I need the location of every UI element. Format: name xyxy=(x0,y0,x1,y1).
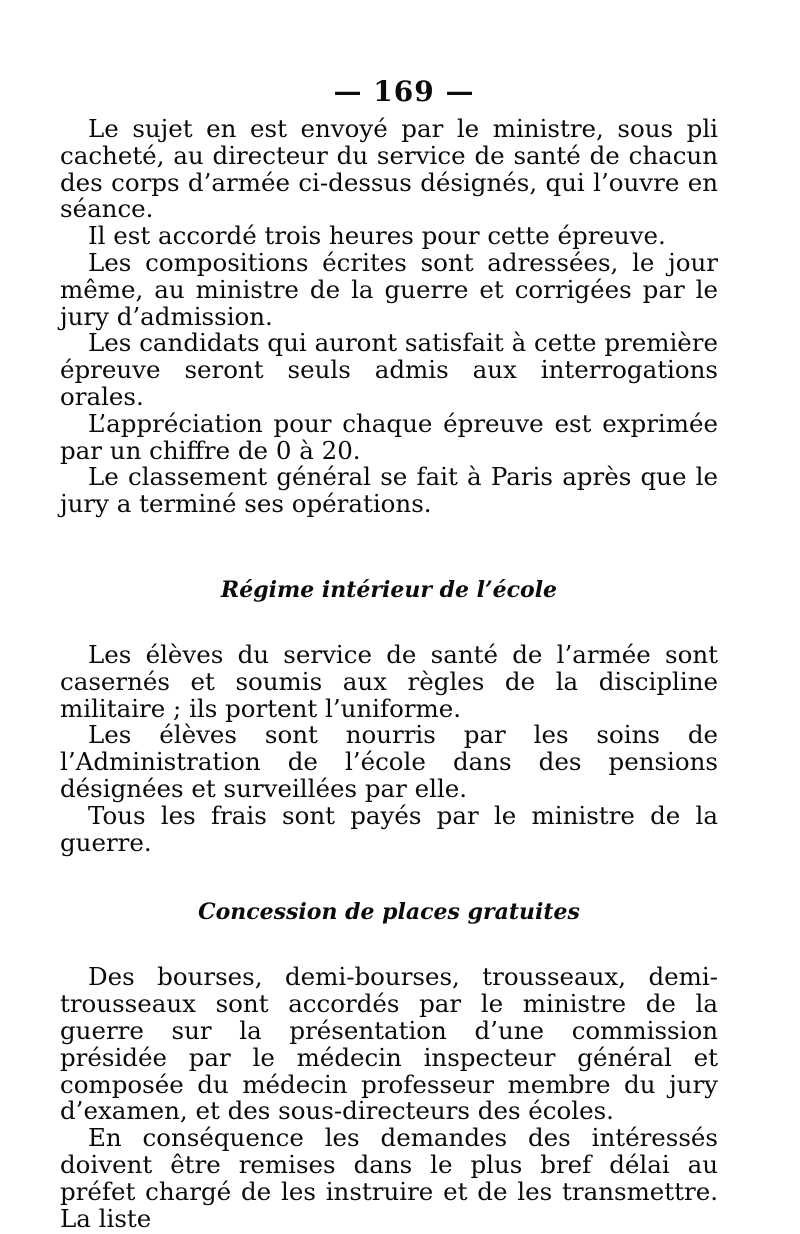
paragraph: L’appréciation pour chaque épreuve est exprimée par un chiffre de 0 à 20. xyxy=(60,408,718,465)
regime-section xyxy=(60,576,718,856)
page-number: — 169 — xyxy=(333,75,475,108)
paragraph: Il est accordé trois heures pour cette épreuve. xyxy=(88,221,666,251)
section-title-regime: Régime intérieur de l’école xyxy=(220,576,558,603)
concession-section xyxy=(60,898,718,1232)
paragraph: Les compositions écrites sont adressées, le jour même, au ministre de la guerre et corrigées par le jury d’admission. xyxy=(60,247,718,331)
paragraph: Le sujet en est envoyé par le ministre, sous pli cacheté, au directeur du service de santé de chacun des corps d’armée ci-dessus désignés, qui l’ouvre en séance. xyxy=(60,114,718,224)
paragraph: Les candidats qui auront satisfait à cette première épreuve seront seuls admis aux interrogations orales. xyxy=(60,328,718,411)
paragraph: Tous les frais sont payés par le ministre de la guerre. xyxy=(60,800,718,857)
paragraph: Les élèves du service de santé de l’armée sont casernés et soumis aux règles de la discipline militaire ; ils portent l’uniforme. xyxy=(60,639,718,723)
paragraph: Des bourses, demi-bourses, trousseaux, demi-trousseaux sont accordés par le ministre de la guerre sur la présentation d’une commission présidée par le médecin inspecteur général et composée du médecin professeur membre du jury d’examen, et des sous-directeurs des écoles. xyxy=(60,962,718,1126)
section-title-concession: Concession de places gratuites xyxy=(198,899,580,926)
paragraph: Le classement général se fait à Paris après que le jury a terminé ses opérations. xyxy=(60,462,718,519)
paragraph: En conséquence les demandes des intéressés doivent être remises dans le plus bref délai au préfet chargé de les instruire et de les transmettre. La liste xyxy=(60,1123,718,1233)
paragraph: Les élèves sont nourris par les soins de l’Administration de l’école dans des pensions désignées et surveillées par elle. xyxy=(60,720,718,803)
intro-section xyxy=(60,116,718,518)
